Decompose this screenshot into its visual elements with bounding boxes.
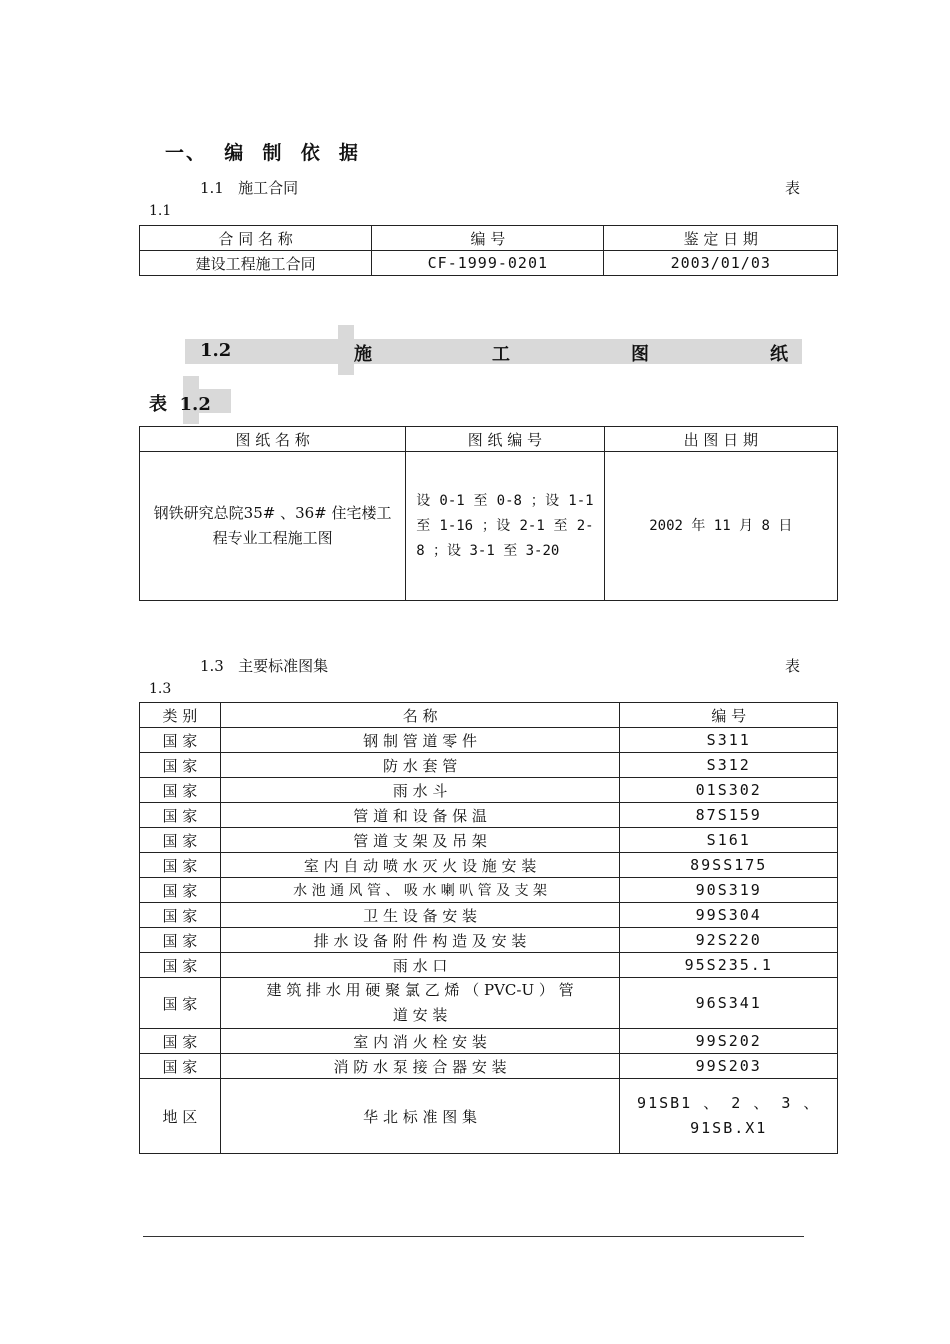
header-cell: 类 别 — [140, 703, 221, 728]
section-1-3-title: 1.3 主要标准图集 — [200, 657, 329, 675]
category-cell: 国 家 — [140, 853, 221, 878]
name-cell: 管 道 支 架 及 吊 架 — [220, 828, 620, 853]
code-cell: 95S235.1 — [620, 953, 838, 978]
table-row — [140, 251, 838, 276]
title-shade-mark — [338, 325, 354, 375]
code-cell: 91SB1 、 2 、 3 、 91SB.X1 — [620, 1079, 838, 1154]
code-cell: 87S159 — [620, 803, 838, 828]
header-cell: 图 纸 名 称 — [140, 427, 406, 452]
category-cell: 国 家 — [140, 1054, 221, 1079]
table-1-3-label-a: 表 — [785, 657, 801, 675]
contract-table — [139, 225, 838, 276]
code-cell: 89SS175 — [620, 853, 838, 878]
code-cell: 90S319 — [620, 878, 838, 903]
category-cell: 国 家 — [140, 828, 221, 853]
category-cell: 国 家 — [140, 753, 221, 778]
category-cell: 国 家 — [140, 878, 221, 903]
name-cell: 室 内 自 动 喷 水 灭 火 设 施 安 装 — [220, 853, 620, 878]
table-row — [140, 728, 838, 753]
table-1-2-label: 表 1.2 — [149, 394, 211, 415]
code-cell: 99S304 — [620, 903, 838, 928]
contract-name: 建设工程施工合同 — [140, 251, 372, 276]
code-cell: 99S202 — [620, 1029, 838, 1054]
section-1-2-number: 1.2 — [200, 340, 232, 361]
section-1-1-title: 1.1 施工合同 — [200, 179, 299, 197]
code-cell: 96S341 — [620, 978, 838, 1029]
name-cell: 管 道 和 设 备 保 温 — [220, 803, 620, 828]
header-cell: 名 称 — [220, 703, 620, 728]
name-cell: 消 防 水 泵 接 合 器 安 装 — [220, 1054, 620, 1079]
category-cell: 国 家 — [140, 1029, 221, 1054]
header-cell: 出 图 日 期 — [604, 427, 837, 452]
table-row — [140, 878, 838, 903]
drawings-table — [139, 426, 838, 601]
table-row — [140, 452, 838, 601]
table-row — [140, 1054, 838, 1079]
category-cell: 国 家 — [140, 978, 221, 1029]
name-cell: 华 北 标 准 图 集 — [220, 1079, 620, 1154]
category-cell: 国 家 — [140, 953, 221, 978]
name-cell: 钢 制 管 道 零 件 — [220, 728, 620, 753]
code-cell: S312 — [620, 753, 838, 778]
footer-rule — [143, 1236, 804, 1237]
code-cell: 92S220 — [620, 928, 838, 953]
category-cell: 国 家 — [140, 903, 221, 928]
drawing-number: 设 0-1 至 0-8 ；设 1-1 至 1-16 ；设 2-1 至 2-8 ；设 3-1 至 3-20 — [406, 452, 604, 601]
category-cell: 国 家 — [140, 778, 221, 803]
category-cell: 国 家 — [140, 728, 221, 753]
header-cell: 鉴 定 日 期 — [604, 226, 838, 251]
category-cell: 国 家 — [140, 928, 221, 953]
code-cell: S311 — [620, 728, 838, 753]
name-cell: 雨 水 口 — [220, 953, 620, 978]
table-row — [140, 978, 838, 1029]
code-cell: 01S302 — [620, 778, 838, 803]
table-row — [140, 753, 838, 778]
section-1-2-word: 图 — [631, 344, 649, 365]
header-cell: 编 号 — [620, 703, 838, 728]
table-header-row — [140, 703, 838, 728]
header-cell: 合 同 名 称 — [140, 226, 372, 251]
table-row — [140, 853, 838, 878]
table-row — [140, 778, 838, 803]
table-1-3-label-b: 1.3 — [149, 681, 172, 697]
drawing-date: 2002 年 11 月 8 日 — [604, 452, 837, 601]
table-1-1-label-a: 表 — [785, 179, 801, 197]
name-cell: 防 水 套 管 — [220, 753, 620, 778]
name-cell: 雨 水 斗 — [220, 778, 620, 803]
drawing-name: 钢铁研究总院35# 、36# 住宅楼工程专业工程施工图 — [140, 452, 406, 601]
table-row — [140, 903, 838, 928]
name-cell: 排 水 设 备 附 件 构 造 及 安 装 — [220, 928, 620, 953]
category-cell: 地 区 — [140, 1079, 221, 1154]
table-row — [140, 828, 838, 853]
table-row — [140, 928, 838, 953]
header-cell: 编 号 — [372, 226, 604, 251]
table-row — [140, 1079, 838, 1154]
name-cell: 水 池 通 风 管 、 吸 水 喇 叭 管 及 支 架 — [220, 878, 620, 903]
name-cell: 建 筑 排 水 用 硬 聚 氯 乙 烯 （ PVC-U ） 管 道 安 装 — [220, 978, 620, 1029]
table-row — [140, 803, 838, 828]
name-cell: 室 内 消 火 栓 安 装 — [220, 1029, 620, 1054]
section-1-2-word: 施 — [354, 344, 372, 365]
section-1-2-word: 纸 — [770, 344, 788, 365]
section-1-2-word: 工 — [492, 344, 510, 365]
contract-date: 2003/01/03 — [604, 251, 838, 276]
table-1-1-label-b: 1.1 — [149, 203, 172, 219]
header-cell: 图 纸 编 号 — [406, 427, 604, 452]
contract-number: CF-1999-0201 — [372, 251, 604, 276]
table-header-row — [140, 427, 838, 452]
category-cell: 国 家 — [140, 803, 221, 828]
table-row — [140, 953, 838, 978]
standards-table — [139, 702, 838, 1154]
table-row — [140, 1029, 838, 1054]
code-cell: 99S203 — [620, 1054, 838, 1079]
table-header-row — [140, 226, 838, 251]
name-cell: 卫 生 设 备 安 装 — [220, 903, 620, 928]
code-cell: S161 — [620, 828, 838, 853]
section-heading: 一、 编 制 依 据 — [165, 142, 360, 164]
